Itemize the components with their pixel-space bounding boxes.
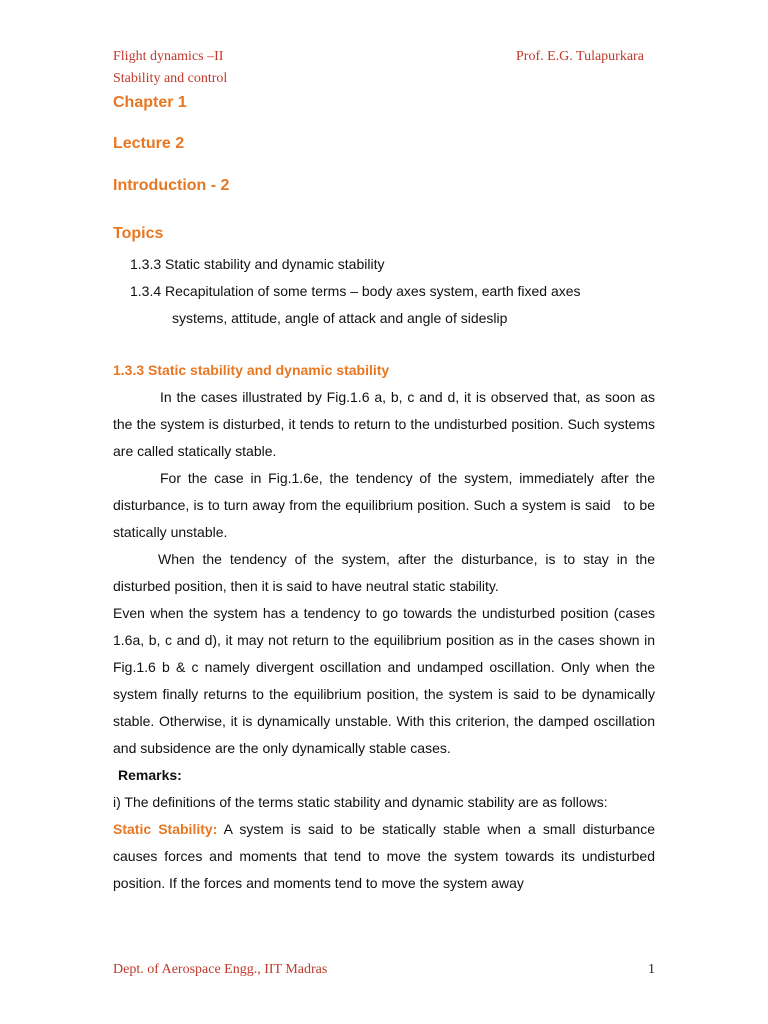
topics-heading: Topics [113, 225, 164, 242]
lecture-title: Lecture 2 [113, 135, 185, 152]
paragraph-3: When the tendency of the system, after the disturbance, is to stay in the disturbed position, then it is said to have neutral static stability. [113, 551, 655, 594]
static-stability-definition [113, 816, 655, 897]
static-stability-term: Static Stability: [113, 821, 218, 837]
footer-department: Dept. of Aerospace Engg., IIT Madras [113, 962, 328, 977]
remark-1: i) The definitions of the terms static stability and dynamic stability are as follows: [113, 794, 608, 810]
chapter-title: Chapter 1 [113, 94, 187, 111]
page-number: 1 [648, 962, 655, 977]
paragraph-1: In the cases illustrated by Fig.1.6 a, b, c and d, it is observed that, as soon as the the system is disturbed, it tends to return to the undisturbed position. Such systems are called statically stable. [113, 389, 655, 459]
section-body [113, 384, 655, 897]
paragraph-2: For the case in Fig.1.6e, the tendency of the system, immediately after the disturbance, is to turn away from the equilibrium position. Such a system is said to be statically unstable. [113, 470, 655, 540]
section-heading: 1.3.3 Static stability and dynamic stability [113, 362, 390, 378]
topic-item-1: 1.3.3 Static stability and dynamic stability [130, 256, 385, 272]
page-header-left [113, 46, 227, 90]
static-stability-text: A system is said to be statically stable when a small disturbance causes forces and moments that tend to move the system towards its undisturbed position. If the forces and moments tend to move the system away [113, 821, 655, 891]
topic-item-2-line2: systems, attitude, angle of attack and angle of sideslip [172, 310, 508, 326]
remarks-heading: Remarks: [118, 767, 182, 783]
course-subtitle: Stability and control [113, 71, 228, 86]
topic-item-2-line1: 1.3.4 Recapitulation of some terms – body axes system, earth fixed axes [130, 283, 581, 299]
intro-title: Introduction - 2 [113, 177, 230, 194]
author-name: Prof. E.G. Tulapurkara [516, 49, 644, 64]
paragraph-4: Even when the system has a tendency to go towards the undisturbed position (cases 1.6a, b, c and d), it may not return to the equilibrium position as in the cases shown in Fig.1.6 b & c namely divergent oscillation and undamped oscillation. Only when the system finally returns to the equilibrium position, the system is said to be dynamically stable. Otherwise, it is dynamically unstable. With this criterion, the damped oscillation and subsidence are the only dynamically stable cases. [113, 605, 655, 756]
course-title: Flight dynamics –II [113, 49, 224, 64]
